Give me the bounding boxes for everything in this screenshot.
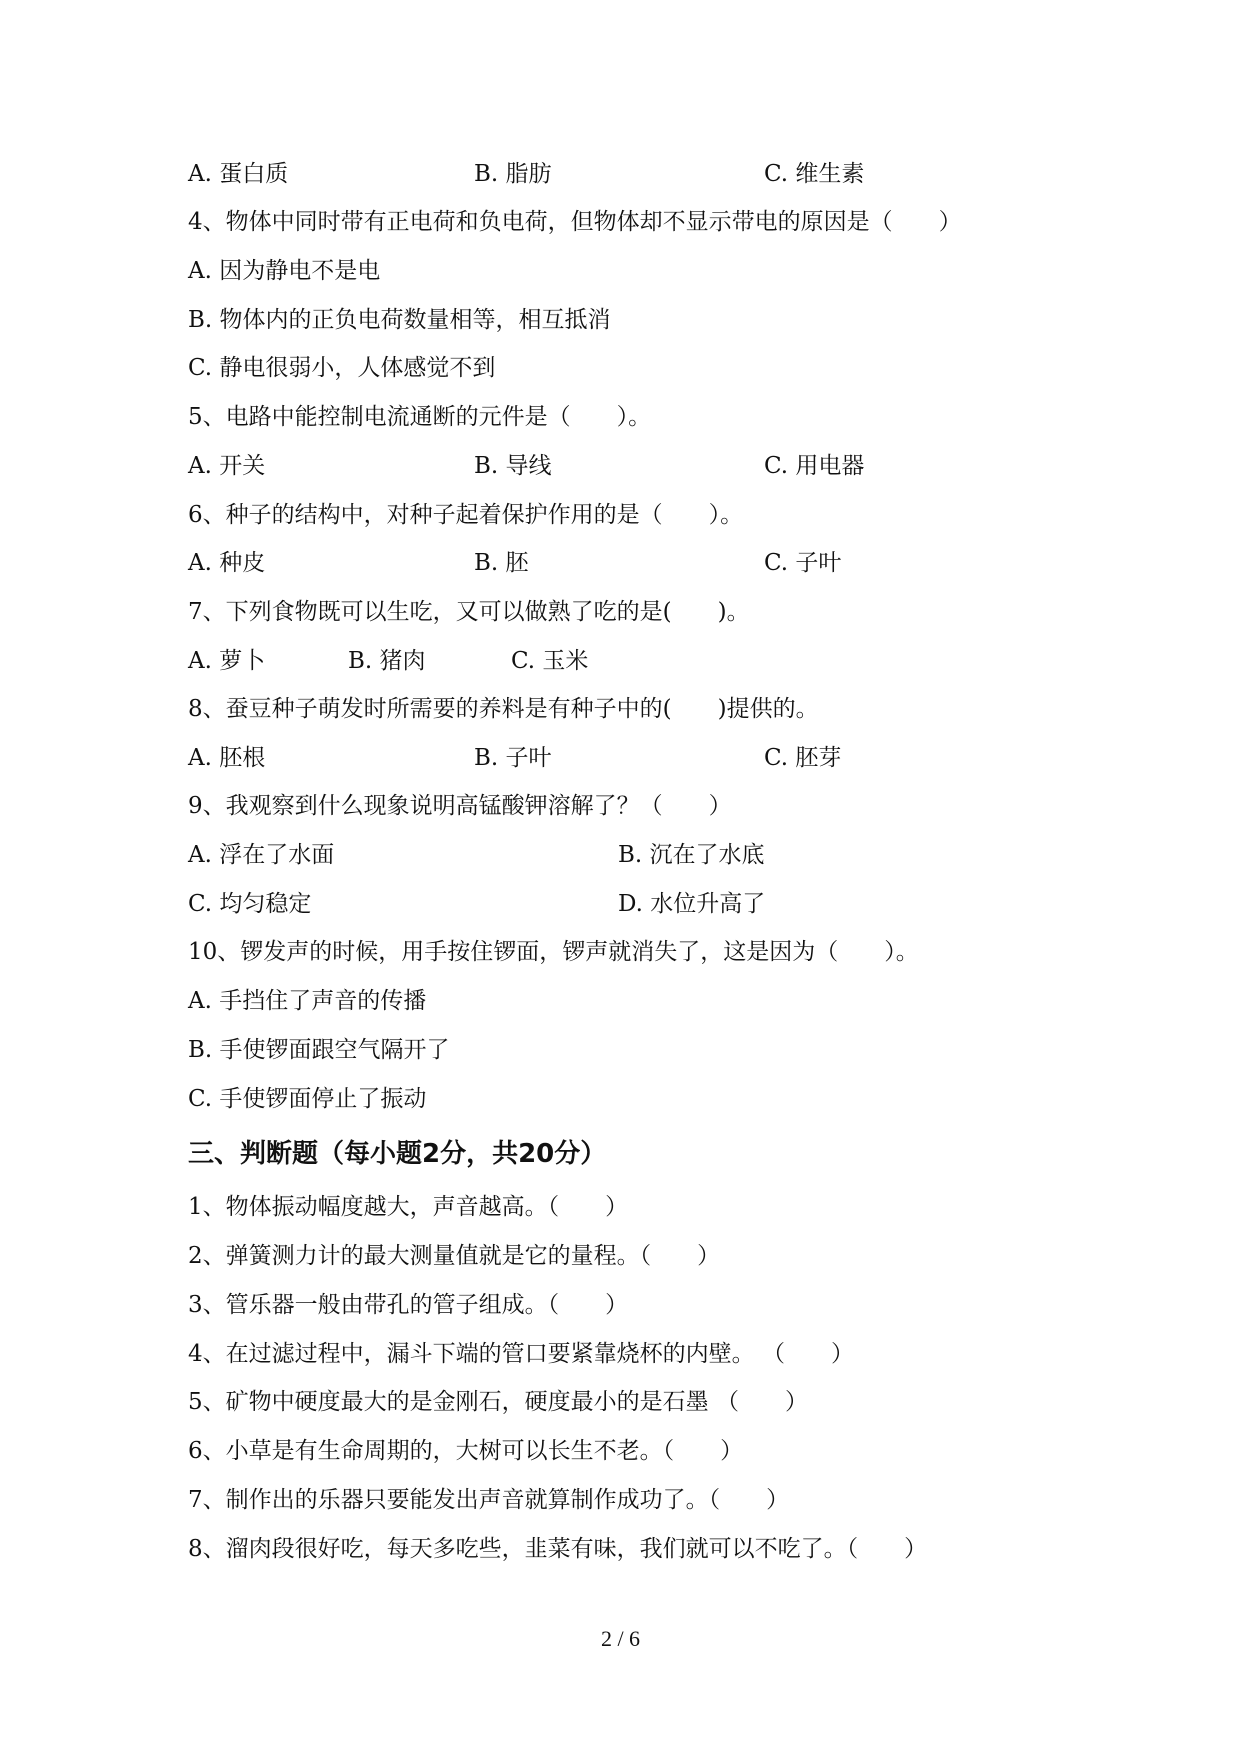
- q8-option-b: B. 子叶: [474, 745, 552, 771]
- q8-option-c: C. 胚芽: [764, 745, 842, 771]
- q8-option-a: A. 胚根: [188, 745, 266, 771]
- q6-stem: 6、种子的结构中，对种子起着保护作用的是（ ）。: [188, 502, 744, 528]
- q7-stem: 7、下列食物既可以生吃，又可以做熟了吃的是( )。: [188, 599, 750, 625]
- tf-item-7: 7、制作出的乐器只要能发出声音就算制作成功了。（ ）: [188, 1487, 790, 1513]
- q10-option-a: A. 手挡住了声音的传播: [188, 988, 427, 1014]
- q6-option-b: B. 胚: [474, 550, 529, 576]
- q7-option-a: A. 萝卜: [188, 648, 266, 674]
- q5-option-c: C. 用电器: [764, 453, 865, 479]
- q9-option-b: B. 沉在了水底: [618, 842, 765, 868]
- q10-option-b: B. 手使锣面跟空气隔开了: [188, 1037, 450, 1063]
- page-number: 2 / 6: [600, 1626, 641, 1651]
- q6-option-c: C. 子叶: [764, 550, 842, 576]
- q10-option-c: C. 手使锣面停止了振动: [188, 1086, 427, 1112]
- q4-option-b: B. 物体内的正负电荷数量相等，相互抵消: [188, 307, 611, 333]
- q8-stem: 8、蚕豆种子萌发时所需要的养料是有种子中的( )提供的。: [188, 696, 819, 722]
- q7-option-b: B. 猪肉: [348, 648, 426, 674]
- tf-item-1: 1、物体振动幅度越大，声音越高。（ ）: [188, 1194, 629, 1220]
- q5-stem: 5、电路中能控制电流通断的元件是（ ）。: [188, 404, 652, 430]
- q4-option-c: C. 静电很弱小，人体感觉不到: [188, 355, 496, 381]
- q6-option-a: A. 种皮: [188, 550, 266, 576]
- tf-item-5: 5、矿物中硬度最大的是金刚石，硬度最小的是石墨 （ ）: [188, 1389, 808, 1415]
- q3-option-b: B. 脂肪: [474, 161, 552, 187]
- q5-option-a: A. 开关: [188, 453, 266, 479]
- q9-stem: 9、我观察到什么现象说明高锰酸钾溶解了？（ ）: [188, 793, 732, 819]
- q4-option-a: A. 因为静电不是电: [188, 258, 381, 284]
- tf-item-6: 6、小草是有生命周期的，大树可以长生不老。（ ）: [188, 1438, 744, 1464]
- tf-item-2: 2、弹簧测力计的最大测量值就是它的量程。（ ）: [188, 1243, 721, 1269]
- q9-option-a: A. 浮在了水面: [188, 842, 335, 868]
- tf-item-8: 8、溜肉段很好吃，每天多吃些，韭菜有味，我们就可以不吃了。（ ）: [188, 1536, 928, 1562]
- q9-option-d: D. 水位升高了: [618, 891, 766, 917]
- section-heading: 三、判断题（每小题2分，共20分）: [188, 1139, 607, 1169]
- q3-option-c: C. 维生素: [764, 161, 865, 187]
- tf-item-4: 4、在过滤过程中，漏斗下端的管口要紧靠烧杯的内壁。 （ ）: [188, 1341, 854, 1367]
- q7-option-c: C. 玉米: [511, 648, 589, 674]
- q10-stem: 10、锣发声的时候，用手按住锣面，锣声就消失了，这是因为（ ）。: [188, 939, 919, 965]
- tf-item-3: 3、管乐器一般由带孔的管子组成。（ ）: [188, 1292, 629, 1318]
- q9-option-c: C. 均匀稳定: [188, 891, 312, 917]
- q5-option-b: B. 导线: [474, 453, 552, 479]
- q4-stem: 4、物体中同时带有正电荷和负电荷，但物体却不显示带电的原因是（ ）: [188, 209, 962, 235]
- q3-option-a: A. 蛋白质: [188, 161, 289, 187]
